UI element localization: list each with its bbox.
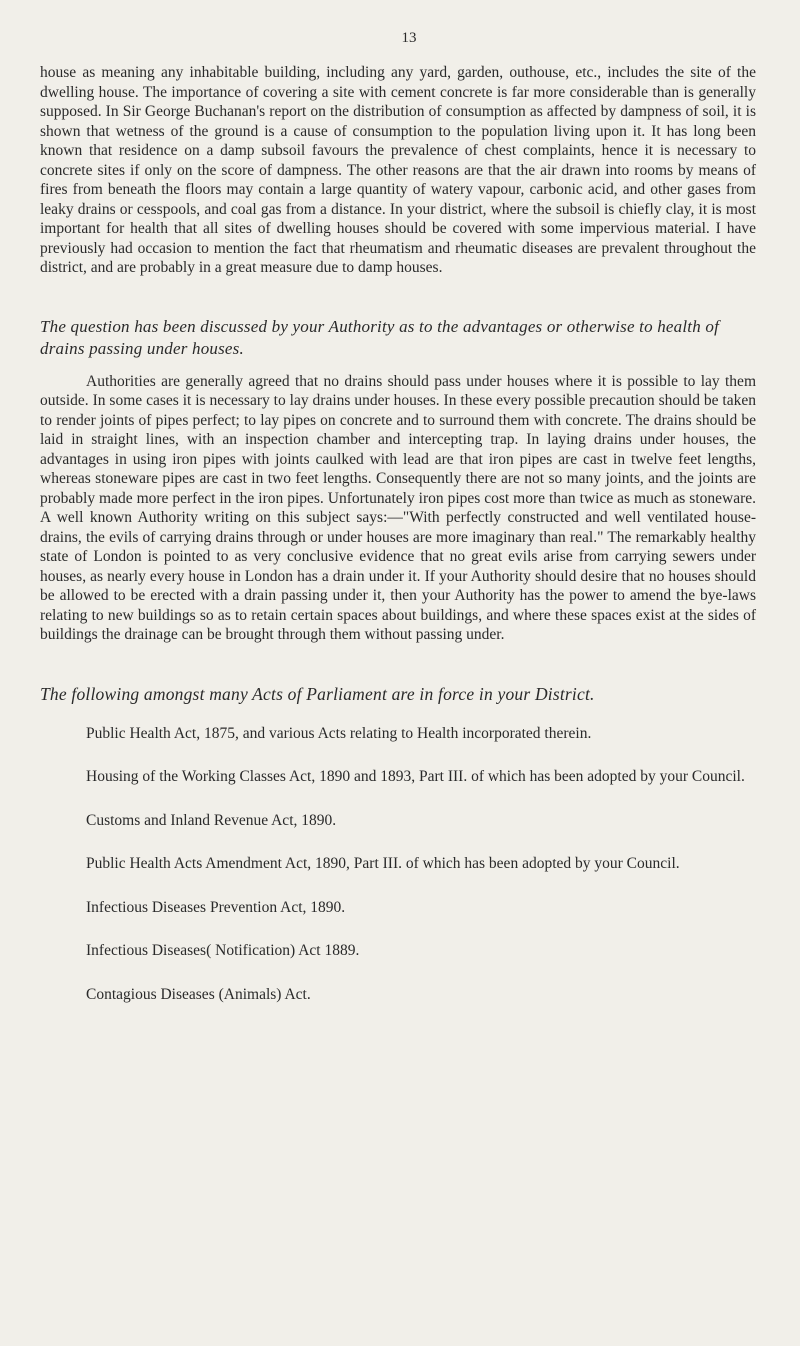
section-heading-acts: The following amongst many Acts of Parliament are in force in your District. — [40, 683, 595, 704]
act-item: Public Health Acts Amendment Act, 1890, Part III. of which has been adopted by your Council. — [86, 855, 680, 872]
act-item: Contagious Diseases (Animals) Act. — [86, 985, 311, 1003]
document-page — [40, 30, 756, 1028]
paragraph-site-concrete: house as meaning any inhabitable building, including any yard, garden, outhouse, etc., includes the site of the dwelling house. The importance of covering a site with cement concrete is far more considerable than is generally supposed. In Sir George Buchanan's report on the distribution of consumption as affected by dampness of soil, it is shown that wetness of the ground is a cause of consumption to the population living upon it. It has long been known that residence on a damp subsoil favours the prevalence of chest complaints, hence it is necessary to concrete sites if only on the score of dampness. The other reasons are that the air drawn into rooms by means of fires from beneath the floors may contain a large quantity of watery vapour, carbonic acid, and other gases from leaky drains or cesspools, and coal gas from a distance. In your district, where the subsoil is chiefly clay, it is most important for health that all sites of dwelling houses should be covered with some impervious material. I have previously had occasion to mention the fact that rheumatism and rheumatic diseases are prevalent throughout the district, and are probably in a great measure due to damp houses. — [40, 64, 756, 276]
act-item: Infectious Diseases( Notification) Act 1889. — [86, 942, 360, 959]
act-item: Public Health Act, 1875, and various Acts relating to Health incorporated therein. — [86, 724, 592, 742]
acts-list — [40, 724, 756, 1005]
act-item: Customs and Inland Revenue Act, 1890. — [86, 811, 337, 829]
act-item: Housing of the Working Classes Act, 1890 and 1893, Part III. of which has been adopted by your Council. — [86, 768, 745, 785]
act-item: Infectious Diseases Prevention Act, 1890. — [86, 898, 346, 916]
section-heading-drains: The question has been discussed by your Authority as to the advantages or otherwise to health of drains passing under houses. — [40, 316, 719, 358]
page-number: 13 — [401, 30, 417, 46]
paragraph-drains-under-houses: Authorities are generally agreed that no drains should pass under houses where it is possible to lay them outside. In some cases it is necessary to lay drains under houses. In these every possible precaution should be taken to render joints of pipes perfect; to lay pipes on concrete and to surround them with concrete. The drains should be laid in straight lines, with an inspection chamber and intercepting trap. In laying drains under houses, the advantages in using iron pipes with joints caulked with lead are that iron pipes are cast in twelve feet lengths, whereas stoneware pipes are cast in two feet lengths. Consequently there are not so many joints, and the joints are probably made more perfect in the iron pipes. Unfortunately iron pipes cost more than twice as much as stoneware. A well known Authority writing on this subject says:—"With perfectly constructed and well ventilated house-drains, the evils of carrying drains through or under houses are more imaginary than real." The remarkably healthy state of London is pointed to as very conclusive evidence that no great evils arise from carrying sewers under houses, as nearly every house in London has a drain under it. If your Authority should desire that no houses should be allowed to be erected with a drain passing under it, then your Authority has the power to amend the bye-laws relating to new buildings so as to retain certain spaces about buildings, and where these spaces exist at the sides of buildings the drainage can be brought through them without passing under. — [40, 372, 756, 643]
